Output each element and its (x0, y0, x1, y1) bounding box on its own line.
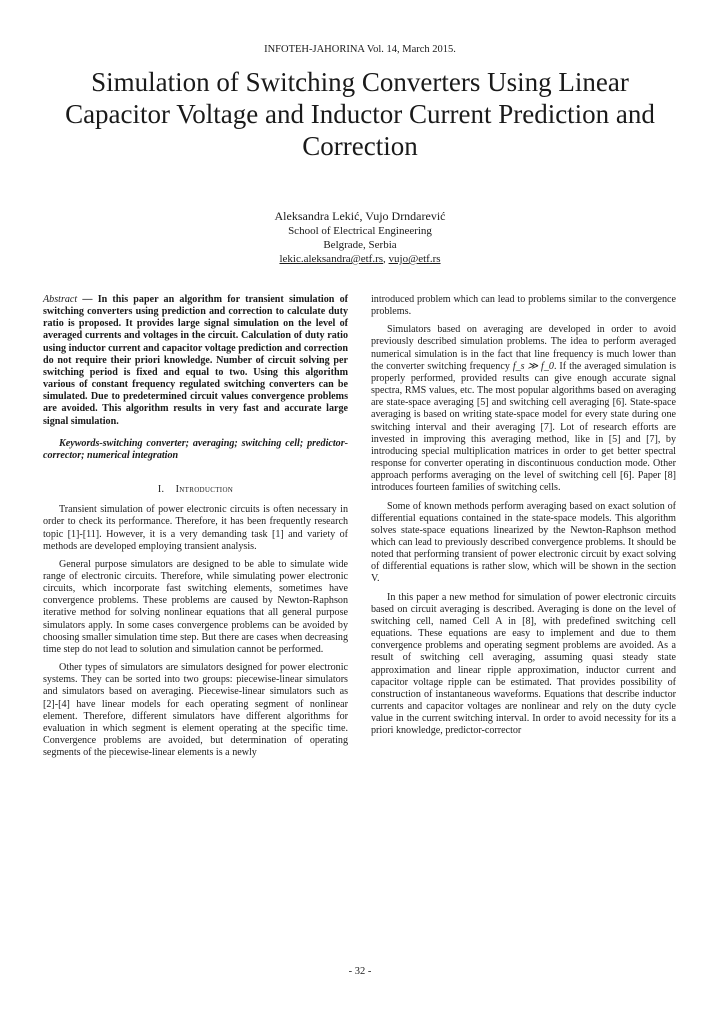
paragraph-text: Simulators based on averaging are developed in order to avoid previously described simulation problems. The idea to perform averaged numerical simulation is in the fact that line frequency is much lower than the converter switching frequency (371, 324, 676, 372)
abstract-text: In this paper an algorithm for transient simulation of switching converters using prediction and correction to calculate duty ratio is proposed. It provides large signal simulation on the level of averaged currents and voltages in the circuit. Calculation of duty ratio using inductor current and capacitor voltage prediction and correction do not require their priori knowledge. Number of circuit solving per switching period is fixed and equal to two. Using this algorithm various of constant frequency regulated switching converters can be simulated. Due to predetermined circuit values convergence problems are avoided. This algorithm results in very fast and accurate large signal simulation. (43, 294, 348, 427)
section-title: Introduction (175, 484, 234, 496)
email-link-1[interactable]: lekic.aleksandra@etf.rs (279, 253, 384, 265)
author-location: Belgrade, Serbia (323, 239, 397, 251)
paper-title: Simulation of Switching Converters Using Linear Capacitor Voltage and Inductor Current Prediction and Correction (65, 67, 655, 161)
section-heading-introduction (43, 484, 348, 496)
right-column (371, 294, 676, 743)
keywords: Keywords-switching converter; averaging; switching cell; predictor-corrector; numerical integration (43, 437, 348, 461)
author-names: Aleksandra Lekić, Vujo Drndarević (274, 209, 446, 223)
abstract-dash: — (77, 294, 98, 305)
abstract-label: Abstract (43, 294, 78, 305)
inline-math-frequency: f_s ≫ f_0 (512, 360, 554, 372)
running-head: INFOTEH-JAHORINA Vol. 14, March 2015. (264, 44, 456, 55)
author-block (0, 209, 720, 266)
body-paragraph: introduced problem which can lead to problems similar to the convergence problems. (371, 294, 676, 318)
body-paragraph: Some of known methods perform averaging based on exact solution of differential equations contained in the state-space models. This algorithm solves state-space equations linearized by the Newton-Raphson method which can lead to previously described convergence problems. It should be noted that performing transient of power electronic circuit by exact solving of differential equations is rather slow, which will be shown in the section V. (371, 500, 676, 585)
left-column (43, 294, 348, 765)
author-affiliation: School of Electrical Engineering (288, 225, 432, 237)
body-paragraph (371, 324, 676, 494)
section-number: I. (157, 484, 165, 496)
email-separator: , (383, 253, 389, 265)
page-number: - 32 - (348, 966, 372, 977)
abstract (43, 294, 348, 428)
body-paragraph: In this paper a new method for simulation of power electronic circuits based on circuit averaging is described. Averaging is done on the level of switching cell, named Cell A in [8], with predefined switching cell equations. These equations are easy to implement and due to them convergence problems and operating segment problems are avoided. As a result of switching cell averaging, assuming quasi steady state approximation and linear ripple approximation, inductor current and capacitor voltage ripple can be estimated. That provides possibility of construction of instantaneous waveforms. Equations that describe inductor currents and capacitor voltages are nonlinear and rely on the duty cycle value in the current switching interval. In order to avoid necessity for its a priori knowledge, predictor-corrector (371, 591, 676, 737)
body-paragraph: Other types of simulators are simulators designed for power electronic systems. They can be sorted into two groups: piecewise-linear simulators and simulators based on averaging. Piecewise-linear simulators such as [2]-[4] have linear models for each operating segment of nonlinear element. Therefore, different simulators have different algorithms for evaluation in which segment is element operating at the specific time. Convergence problems are avoided, but determination of operating segments of the piecewise-linear elements is a newly (43, 662, 348, 759)
body-paragraph: Transient simulation of power electronic circuits is often necessary in order to check its performance. Therefore, it has been frequently research topic [1]-[11]. However, it is a very demanding task [1] and variety of methods are developed employing transient analysis. (43, 504, 348, 552)
paragraph-text: . If the averaged simulation is properly performed, provided results can give enough accurate signal spectra, RMS values, etc. The most popular algorithms based on averaging are state-space averaging [5] and switching cell averaging [6]. State-space averaging is based on writing state-space model for every state during one switching interval and their averaging [7]. Lot of research efforts are invested in improving this averaging method, like in [5] and [7], by introducing special multiplication matrices in order to get better spectral response for converter operating in discontinuous conduction mode. Other approach performs averaging on the level of switching cell [6]. Paper [8] introduces fourteen families of switching cells. (371, 360, 677, 494)
email-link-2[interactable]: vujo@etf.rs (388, 253, 441, 265)
author-emails (0, 252, 720, 266)
body-paragraph: General purpose simulators are designed to be able to simulate wide range of electronic circuits. Therefore, while simulating power electronic circuits, which incorporate fast switching elements, sometimes have convergence problems. These problems are caused by Newton-Raphson iterative method for solving nonlinear equations that all general purpose simulators apply. In some cases convergence problems can be avoided by choosing smaller simulation time step. But there are cases when decreasing time step do not lead to solution and simulation cannot be performed. (43, 558, 348, 655)
